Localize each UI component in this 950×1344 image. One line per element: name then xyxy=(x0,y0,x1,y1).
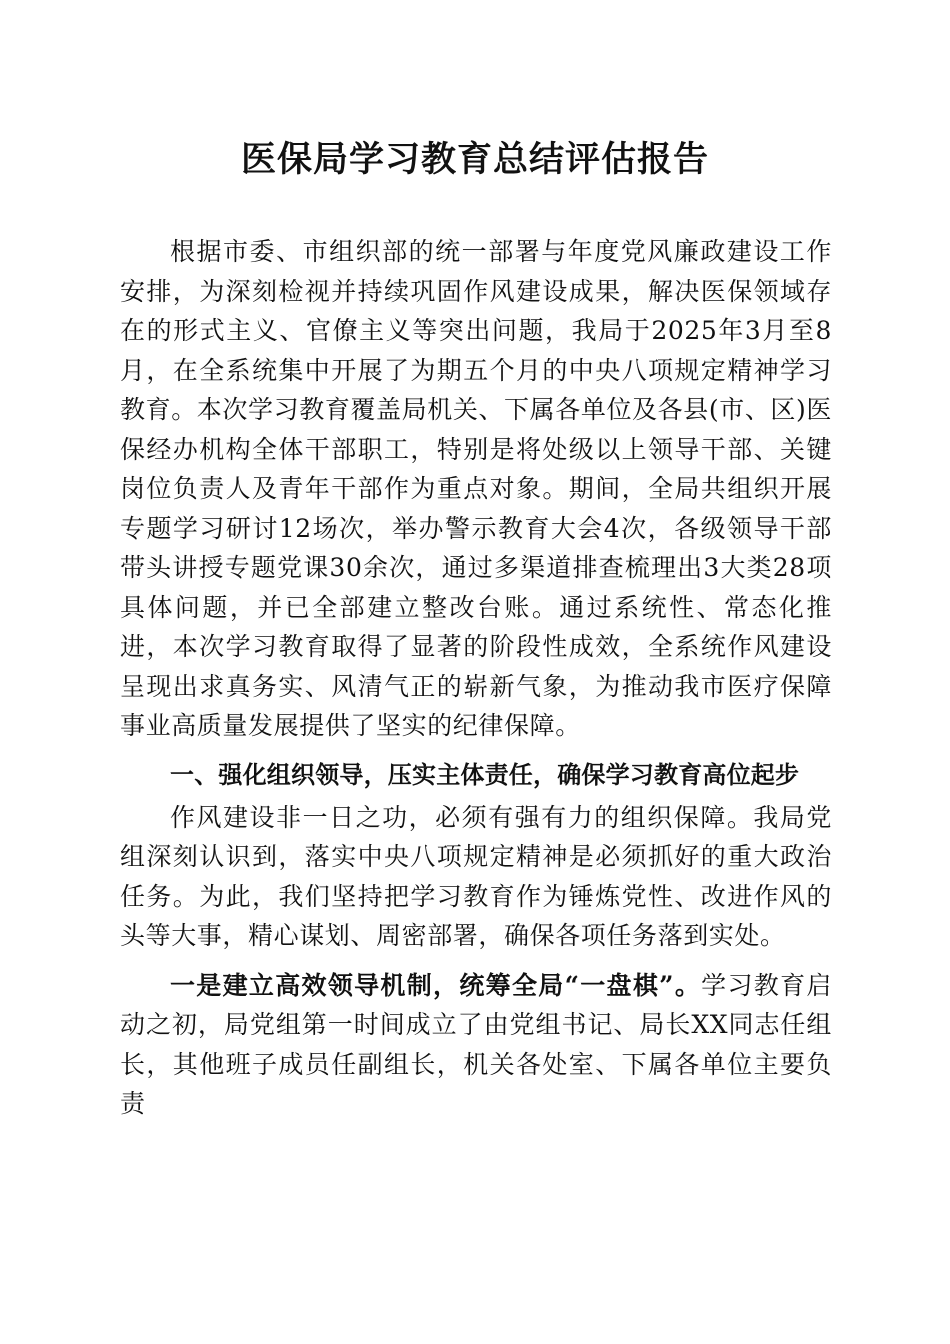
point-1-paragraph xyxy=(120,966,832,1124)
section-1-heading: 一、强化组织领导，压实主体责任，确保学习教育高位起步 xyxy=(170,760,800,789)
document-title: 医保局学习教育总结评估报告 xyxy=(240,139,709,180)
intro-paragraph: 根据市委、市组织部的统一部署与年度党风廉政建设工作安排，为深刻检视并持续巩固作风建设成果，解决医保领域存在的形式主义、官僚主义等突出问题，我局于2025年3月至8月，在全系统集中开展了为期五个月的中央八项规定精神学习教育。本次学习教育覆盖局机关、下属各单位及各县(市、区)医保经办机构全体干部职工，特别是将处级以上领导干部、关键岗位负责人及青年干部作为重点对象。期间，全局共组织开展专题学习研讨12场次，举办警示教育大会4次，各级领导干部带头讲授专题党课30余次，通过多渠道排查梳理出3大类28项具体问题，并已全部建立整改台账。通过系统性、常态化推进，本次学习教育取得了显著的阶段性成效，全系统作风建设呈现出求真务实、风清气正的崭新气象，为推动我市医疗保障事业高质量发展提供了坚实的纪律保障。 xyxy=(120,237,832,740)
point-1-lead: 一是建立高效领导机制，统筹全局“一盘棋”。 xyxy=(170,970,702,1000)
document-body xyxy=(120,232,832,1124)
section-1-paragraph: 作风建设非一日之功，必须有强有力的组织保障。我局党组深刻认识到，落实中央八项规定精神是必须抓好的重大政治任务。为此，我们坚持把学习教育作为锤炼党性、改进作风的头等大事，精心谋划、周密部署，确保各项任务落到实处。 xyxy=(120,802,832,950)
point-1-text: 学习教育启动之初，局党组第一时间成立了由党组书记、局长XX同志任组长，其他班子成员任副组长，机关各处室、下属各单位主要负责 xyxy=(120,970,832,1118)
